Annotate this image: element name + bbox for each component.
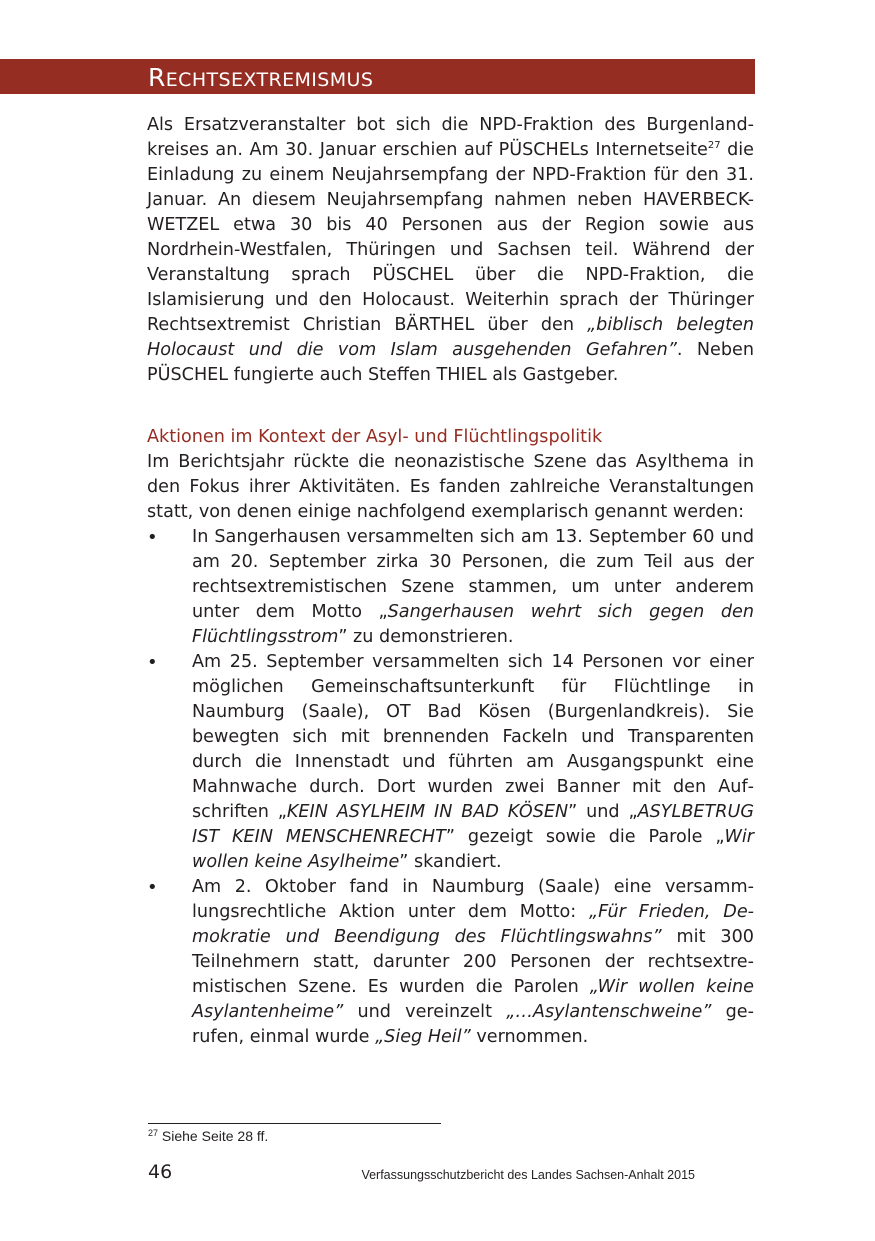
item-text: ” skandiert. — [399, 852, 502, 872]
item-quote: „Wir wollen keine Asylantenheime” — [192, 977, 754, 1022]
footnote-reference[interactable]: 27 — [707, 140, 721, 151]
item-quote: ASYLBETRUG IST KEIN MENSCHENRECHT — [192, 802, 755, 847]
event-list — [147, 525, 754, 1050]
bullet-icon: • — [147, 652, 158, 673]
item-text: mit 300 Teilnehmern statt, darunter 200 Personen der rechtsextremistischen Szene. Es wurden die Parolen — [192, 927, 754, 997]
item-text: und vereinzelt — [343, 1002, 507, 1022]
bullet-icon: • — [147, 527, 158, 548]
report-title: Verfassungsschutzbericht des Landes Sachsen-Anhalt 2015 — [361, 1168, 695, 1182]
item-quote: KEIN ASYLHEIM IN BAD KÖSEN — [286, 802, 569, 822]
item-quote: „Für Frieden, Demokratie und Beendigung des Flüchtlingswahns” — [192, 902, 754, 947]
intro-text-3: . Neben PÜSCHEL fungierte auch Steffen THIEL als Gastgeber. — [147, 340, 754, 385]
item-quote: Wir wollen keine Asylheime — [192, 827, 754, 872]
bullet-icon: • — [147, 877, 158, 898]
item-text: Am 2. Oktober fand in Naumburg (Saale) eine versammlungsrechtliche Aktion unter dem Motto: — [192, 877, 754, 922]
intro-paragraph-block — [147, 113, 754, 388]
item-text: ” gezeigt sowie die Parole „ — [445, 827, 725, 847]
intro-paragraph — [147, 113, 754, 388]
asyl-section — [147, 425, 754, 1050]
list-item — [147, 875, 754, 1050]
item-text: gerufen, einmal wurde — [192, 1002, 754, 1047]
chapter-title-rest: ECHTSEXTREMISMUS — [165, 69, 374, 91]
item-text: In Sangerhausen versammelten sich am 13. September 60 und am 20. September zirka 30 Personen, die zum Teil aus der rechtsextremistischen Szene stammen, um unter anderem unter dem Motto „ — [192, 527, 754, 622]
intro-text-2: die Einladung zu einem Neujahrsempfang der NPD-Fraktion für den 31. Januar. An diesem Neujahrsempfang nahmen neben HAVERBECK-WETZEL etwa 30 bis 40 Personen aus der Region sowie aus Nordrhein-Westfalen, Thüringen und Sachsen teil. Während der Veranstaltung sprach PÜSCHEL über die NPD-Fraktion, die Islamisierung und den Holocaust. Weiterhin sprach der Thüringer Rechtsextremist Christian BÄRTHEL über den — [147, 140, 754, 335]
item-text: ” zu demonstrieren. — [338, 627, 514, 647]
intro-quote: „biblisch belegten Holocaust und die vom Islam ausgehenden Gefahren” — [147, 315, 754, 360]
item-text: vernommen. — [470, 1027, 589, 1047]
intro-text-1: Als Ersatzveranstalter bot sich die NPD-Fraktion des Burgenlandkreises an. Am 30. Januar erschien auf PÜSCHELs Internetseite — [147, 115, 754, 160]
chapter-header-bar — [0, 59, 755, 94]
chapter-title-initial: R — [148, 63, 166, 92]
item-quote: „Sieg Heil” — [375, 1027, 471, 1047]
footnote-number: 27 — [148, 1128, 159, 1138]
section-heading: Aktionen im Kontext der Asyl- und Flüchtlingspolitik — [147, 427, 603, 447]
list-item — [147, 525, 754, 650]
footnote-text: Siehe Seite 28 ff. — [158, 1128, 269, 1144]
item-text: Am 25. September versammelten sich 14 Personen vor einer möglichen Gemeinschaftsunterkunft für Flüchtlinge in Naumburg (Saale), OT Bad Kösen (Burgenlandkreis). Sie bewegten sich mit brennenden Fackeln und Transparenten durch die Innenstadt und führten am Ausgangspunkt eine Mahnwache durch. Dort wurden zwei Banner mit den Aufschriften „ — [192, 652, 754, 822]
chapter-title — [148, 62, 373, 96]
footnote-divider — [148, 1123, 441, 1124]
item-quote: „…Asylantenschweine” — [506, 1002, 712, 1022]
section-lead-paragraph: Im Berichtsjahr rückte die neonazistische Szene das Asylthema in den Fokus ihrer Aktivitäten. Es fanden zahlreiche Veranstaltungen statt, von denen einige nachfolgend exemplarisch genannt werden: — [147, 452, 754, 522]
page-number: 46 — [148, 1161, 173, 1183]
item-quote: Sangerhausen wehrt sich gegen den Flüchtlingsstrom — [192, 602, 754, 647]
list-item — [147, 650, 754, 875]
item-text: ” und „ — [568, 802, 638, 822]
footnote — [148, 1127, 268, 1145]
